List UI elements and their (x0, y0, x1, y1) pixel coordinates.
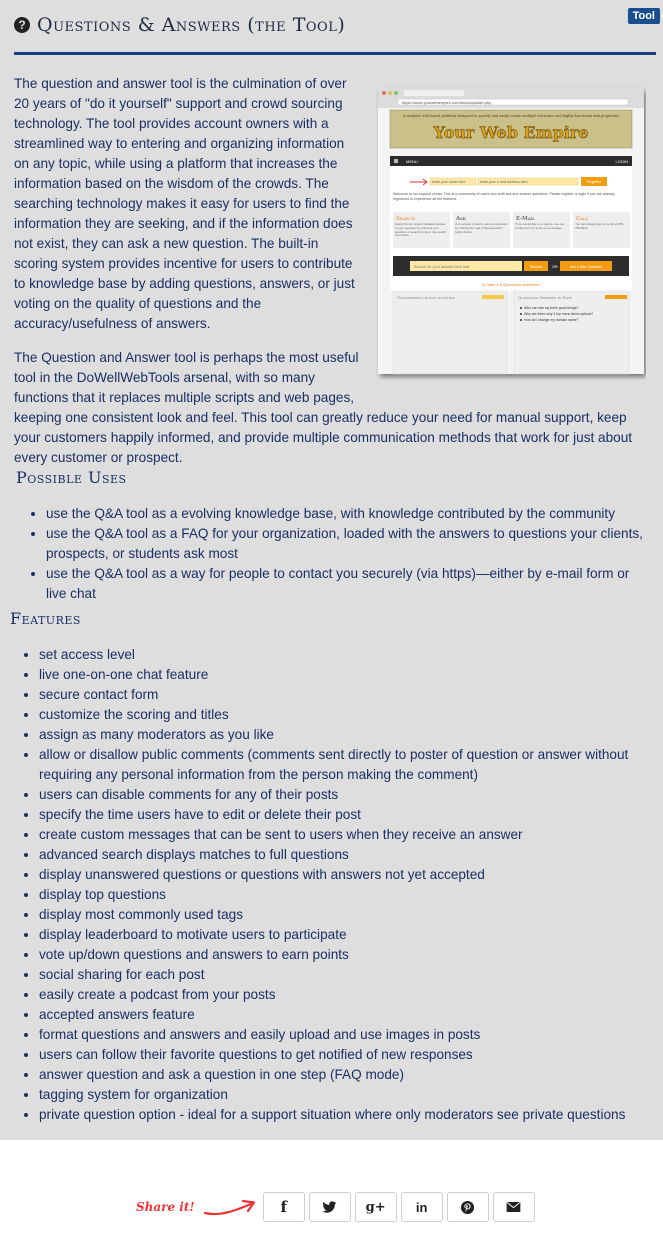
list-item: • secure contact form (39, 685, 651, 705)
list-item: • vote up/down questions and answers to earn points (39, 945, 651, 965)
register-button: Register (586, 180, 602, 184)
share-twitter-button[interactable] (309, 1192, 351, 1222)
card-text: If you would like to e-mail us, use our contact form to send us a message. (515, 223, 565, 230)
list-item: • answer question and ask a question in one step (FAQ mode) (39, 1065, 651, 1085)
share-linkedin-button[interactable] (401, 1192, 443, 1222)
banner-tagline: A modular web-based platform designed to quickly and easily create multiple attractive and highly-functional web properties (403, 114, 619, 118)
list-item: • customize the scoring and titles (39, 705, 651, 725)
card-title: Ask (456, 216, 466, 222)
share-label: Share it! (136, 1200, 195, 1214)
intro-section (14, 74, 646, 482)
list-item: • set access level (39, 645, 651, 665)
share-email-button[interactable] (493, 1192, 535, 1222)
list-item: • private question option - ideal for a support situation where only moderators see private questions (39, 1105, 651, 1125)
name-placeholder: enter your name here (432, 180, 466, 184)
card-text: If no answer is found, ask your question by clicking the "ask a New question" button below. (455, 223, 508, 234)
welcome-text: Welcome to our support center. This is a community of users who both ask and answer questions. Please register or login if you are already registered to experience all the features. (393, 192, 615, 201)
card-ask (453, 212, 510, 248)
card-search (393, 212, 450, 248)
envelope-icon (506, 1201, 521, 1213)
list-item: • use the Q&A tool as a way for people to contact you securely (via https)—either by e-mail form or live chat (46, 564, 652, 604)
pinterest-icon (460, 1200, 475, 1215)
features-list (39, 645, 651, 1125)
question-circle-icon: ? (14, 17, 30, 33)
login-label: LOGIN (615, 159, 628, 164)
menu-label: MENU (406, 159, 418, 164)
header-divider (14, 52, 656, 55)
intro-paragraph-2: The Question and Answer tool is perhaps the most useful tool in the DoWellWebTools arsenal, with so many functions that it replaces multiple scripts and web pages, keeping one consistent look and feel. This tool can greatly reduce your need for manual support, keep your customers happily informed, and provide multiple communication methods that work for just about every customer or prospect. (14, 350, 633, 465)
card-text: You can always give us a call at 978-769-5924 (575, 223, 625, 230)
banner-logo: Your Web Empire (433, 123, 589, 142)
list-item: • easily create a podcast from your posts (39, 985, 651, 1005)
list-item: • use the Q&A tool as a evolving knowledge base, with knowledge contributed by the community (46, 504, 652, 524)
list-item: • create custom messages that can be sent to users when they receive an answer (39, 825, 651, 845)
app-screenshot-image (374, 80, 646, 380)
col2-item: Who can see my three good things? (524, 306, 579, 310)
card-text: Search for an instant, detailed answer to your question by entering your question or search terms in the search box below. (395, 223, 447, 238)
possible-uses-list (46, 504, 652, 604)
list-item: • display unanswered questions or questions with answers not yet accepted (39, 865, 651, 885)
card-title: Call (576, 216, 589, 222)
list-item: • display most commonly used tags (39, 905, 651, 925)
list-item: • allow or disallow public comments (comments sent directly to poster of question or answer without requiring any personal information from the person making the comment) (39, 745, 651, 785)
share-bar (136, 1192, 539, 1222)
list-item: • display leaderboard to motivate users to participate (39, 925, 651, 945)
list-item: • live one-on-one chat feature (39, 665, 651, 685)
features-heading: Features (10, 609, 81, 628)
possible-uses-heading: Possible Uses (16, 468, 127, 487)
search-placeholder: Search for your answer here first (414, 265, 470, 269)
list-item: • social sharing for each post (39, 965, 651, 985)
col2-item: How do I change my domain name? (524, 318, 579, 322)
total-label: A Total of 5 Questions Answered (482, 282, 540, 287)
col2-item: Why are there only 3 top menu items options? (524, 312, 594, 316)
list-item: • advanced search displays matches to full questions (39, 845, 651, 865)
ask-btn: Ask a New Question (569, 265, 603, 269)
list-item: • users can follow their favorite questions to get notified of new responses (39, 1045, 651, 1065)
share-facebook-button[interactable] (263, 1192, 305, 1222)
browser-url: https://www.yourwebempire.com/tools/qa/start.php (402, 100, 492, 105)
list-item: • use the Q&A tool as a FAQ for your organization, loaded with the answers to questions your clients, prospects, or students ask most (46, 524, 652, 564)
or-label: OR (552, 265, 558, 269)
card-title: Search (396, 216, 416, 222)
facebook-icon: f (280, 1198, 287, 1216)
list-item: • format questions and answers and easily upload and use images in posts (39, 1025, 651, 1045)
tool-badge[interactable]: Tool (628, 8, 660, 24)
share-pinterest-button[interactable] (447, 1192, 489, 1222)
card-title: E-Mail (516, 216, 535, 222)
intro-paragraph-1: The question and answer tool is the culmination of over 20 years of "do it yourself" support and crowd sourcing technology. The tool provides account owners with a streamlined way to entering and organizing information on any topic, while using a platform that increases the information based on the wisdom of the crowds. The searching technology makes it easy for users to find the information they are seeking, and if the information does not exist, they can ask a new question. The built-in scoring system provides incentive for users to contribute to knowledge base by adding questions, answers, or just voting on the quality of questions and the accuracy/usefulness of answers. (14, 76, 355, 331)
search-btn: Search (529, 265, 543, 269)
list-item: • display top questions (39, 885, 651, 905)
list-item: • assign as many moderators as you like (39, 725, 651, 745)
twitter-icon (322, 1201, 337, 1214)
google-plus-icon: g+ (365, 1199, 386, 1215)
list-item: • users can disable comments for any of their posts (39, 785, 651, 805)
col1-title: Unanswered or not accepted (397, 295, 455, 300)
email-placeholder: enter your e-mail address here (480, 180, 528, 184)
card-email (513, 212, 570, 248)
list-item: • specify the time users have to edit or delete their post (39, 805, 651, 825)
share-google-plus-button[interactable] (355, 1192, 397, 1222)
page-title: Questions & Answers (the Tool) (37, 14, 346, 36)
col2-title: Questions Ordered by Date (518, 295, 573, 300)
list-item: • accepted answers feature (39, 1005, 651, 1025)
linkedin-icon: in (415, 1199, 428, 1215)
list-item: • tagging system for organization (39, 1085, 651, 1105)
card-call (573, 212, 630, 248)
red-arrow-icon (201, 1195, 259, 1219)
app-screenshot (374, 80, 646, 380)
page-header (14, 14, 654, 36)
